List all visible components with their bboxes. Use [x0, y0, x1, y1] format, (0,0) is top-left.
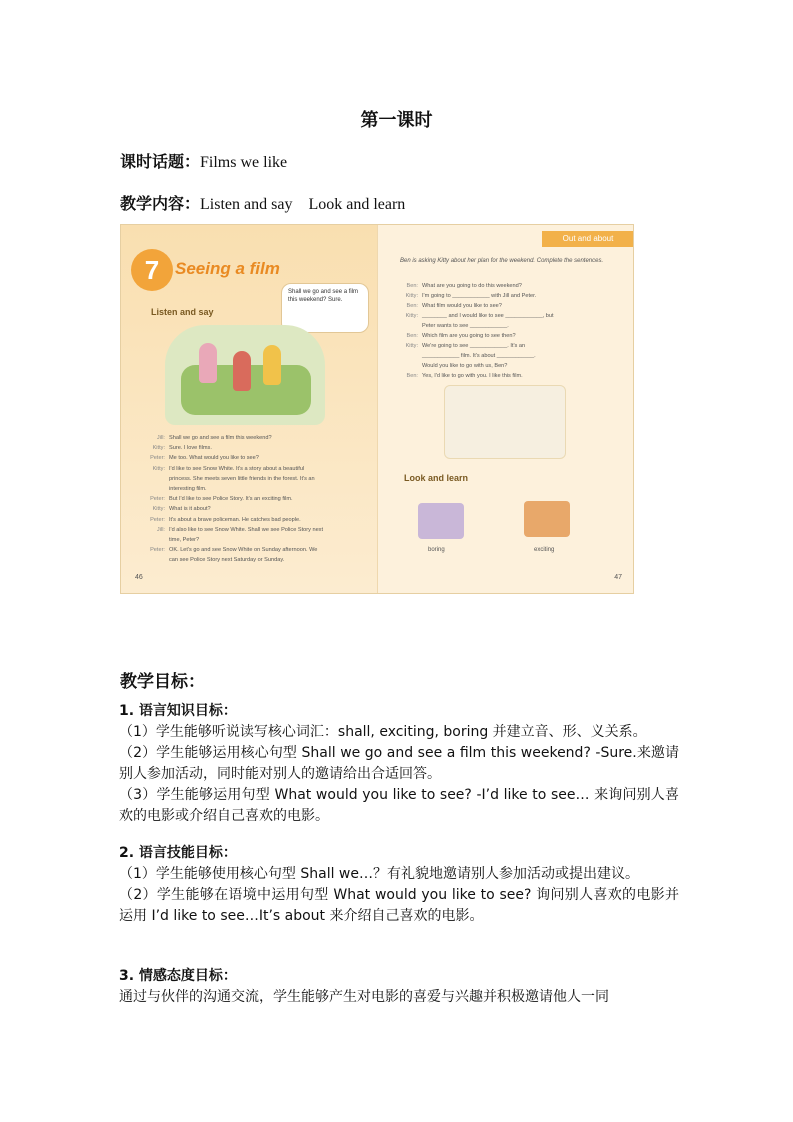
dialog-line: I'd like to see Snow White. It's a story about a beautiful: [169, 465, 305, 472]
dialog-row: [139, 474, 367, 484]
dialog-line: Shall we go and see a film this weekend?: [169, 435, 272, 441]
dialog-speaker: Jill:: [156, 435, 165, 441]
dialog-speaker: Kitty:: [152, 445, 165, 452]
dialog-speaker: Kitty:: [405, 313, 418, 319]
word-exciting: exciting: [534, 547, 555, 553]
kid-figure: [233, 351, 251, 391]
topic-value: Films we like: [200, 154, 288, 171]
dialog-row: [139, 535, 367, 545]
objective-item: （3）学生能够运用句型 What would you like to see? -I’d like to see… 来询问别人喜欢的电影或介绍自己喜欢的电影。: [119, 787, 679, 824]
out-and-about-ribbon: Out and about: [542, 231, 634, 247]
attitude-section: [119, 966, 679, 1008]
dialog-speaker: Jill:: [156, 526, 165, 533]
dialog-row: [390, 301, 626, 311]
textbook-right-page: [377, 225, 634, 593]
dialog-speaker: [139, 474, 169, 484]
dialog-line: Yes, I'd like to go with you. I like this film.: [422, 373, 523, 379]
listen-and-say-dialog: [139, 433, 367, 566]
dialog-row: [390, 371, 626, 381]
dialog-line: Sure. I love films.: [169, 445, 212, 452]
kitty-and-ben-illustration: [444, 385, 566, 459]
dialog-line: ____________ film. It's about ____________.: [422, 353, 536, 359]
exciting-picture: [524, 501, 570, 537]
dialog-row: [139, 433, 367, 443]
dialog-line: OK. Let's go and see Snow White on Sunday afternoon. We: [169, 547, 318, 554]
dialog-row: [139, 453, 367, 463]
dialog-speaker: Peter:: [150, 516, 165, 523]
dialog-speaker: Peter:: [150, 455, 165, 462]
dialog-speaker: Ben:: [406, 373, 418, 379]
dialog-row: [390, 351, 626, 361]
textbook-spread-image: [120, 224, 634, 594]
lesson-title: 第一课时: [360, 110, 433, 131]
dialog-line: We're going to see ____________. It's an: [422, 343, 526, 349]
fill-in-dialog: [390, 281, 626, 381]
dialog-line: Peter wants to see ____________.: [422, 323, 509, 329]
objective-item: （1）学生能够使用核心句型 Shall we…？有礼貌地邀请别人参加活动或提出建议。: [119, 866, 639, 882]
listen-and-say-label: Listen and say: [151, 307, 214, 317]
dialog-row: [139, 464, 367, 474]
dialog-row: [390, 321, 626, 331]
exercise-instruction: Ben is asking Kitty about her plan for the weekend. Complete the sentences.: [400, 258, 604, 264]
dialog-row: [139, 525, 367, 535]
language-knowledge-title: 1. 语言知识目标：: [119, 703, 237, 719]
dialog-speaker: Ben:: [406, 303, 418, 309]
dialog-line: Would you like to go with us, Ben?: [422, 363, 508, 369]
unit-title: Seeing a film: [175, 259, 280, 278]
lesson-content: [120, 191, 405, 214]
dialog-line: What are you going to do this weekend?: [422, 283, 522, 289]
dialog-speaker: [139, 555, 169, 565]
dialog-line: can see Police Story next Saturday or Sunday.: [169, 557, 285, 564]
dialog-line: Which film are you going to see then?: [422, 333, 516, 339]
page-number-left: 46: [135, 574, 143, 581]
dialog-speaker: [139, 535, 169, 545]
boring-picture: [418, 503, 464, 539]
unit-number-badge: 7: [131, 249, 173, 291]
dialog-row: [139, 545, 367, 555]
topic-label: 课时话题：: [120, 152, 201, 171]
dialog-line: I'd also like to see Snow White. Shall we see Police Story next: [169, 526, 324, 533]
dialog-line: But I'd like to see Police Story. It's an exciting film.: [169, 496, 293, 503]
dialog-line: I'm going to ____________ with Jill and Peter.: [422, 293, 537, 299]
dialog-speaker: [390, 361, 422, 371]
dialog-line: Me too. What would you like to see?: [169, 455, 259, 462]
objective-item: （2）学生能够在语境中运用句型 What would you like to see? 询问别人喜欢的电影并运用 I’d like to see…It’s about 来介绍自己喜欢的电影。: [119, 887, 679, 924]
objectives-heading: 教学目标：: [120, 672, 205, 692]
dialog-speaker: Kitty:: [152, 506, 165, 513]
dialog-row: [139, 443, 367, 453]
dialog-row: [139, 555, 367, 565]
dialog-row: [390, 291, 626, 301]
kid-figure: [263, 345, 281, 385]
attitude-title: 3. 情感态度目标：: [119, 968, 237, 984]
dialog-speaker: Kitty:: [405, 293, 418, 299]
dialog-speaker: Ben:: [406, 333, 418, 339]
speech-bubble: Shall we go and see a film this weekend? Sure.: [281, 283, 369, 333]
dialog-speaker: Peter:: [150, 547, 165, 554]
dialog-line: princess. She meets seven little friends in the forest. It's an: [169, 475, 315, 482]
objective-item: （1）学生能够听说读写核心词汇：shall, exciting, boring 并建立音、形、义关系。: [119, 724, 647, 740]
dialog-line: time, Peter?: [169, 537, 200, 544]
dialog-row: [139, 515, 367, 525]
dialog-row: [139, 494, 367, 504]
dialog-speaker: [139, 484, 169, 494]
dialog-speaker: [390, 321, 422, 331]
dialog-speaker: Kitty:: [405, 343, 418, 349]
kid-figure: [199, 343, 217, 383]
dialog-line: interesting film.: [169, 486, 207, 493]
objective-item: （2）学生能够运用核心句型 Shall we go and see a film this weekend? -Sure.来邀请别人参加活动，同时能对别人的邀请给出合适回答。: [119, 745, 679, 782]
language-skills-section: [119, 843, 679, 927]
lesson-topic: [120, 149, 287, 172]
dialog-row: [390, 341, 626, 351]
dialog-row: [139, 484, 367, 494]
page-number-right: 47: [614, 574, 622, 581]
textbook-left-page: [121, 225, 377, 593]
attitude-text: 通过与伙伴的沟通交流，学生能够产生对电影的喜爱与兴趣并积极邀请他人一同: [119, 989, 609, 1005]
content-value: Listen and say Look and learn: [200, 196, 406, 213]
language-knowledge-section: [119, 701, 679, 827]
dialog-line: What film would you like to see?: [422, 303, 502, 309]
dialog-speaker: Peter:: [150, 496, 165, 503]
dialog-speaker: Ben:: [406, 283, 418, 289]
dialog-row: [139, 504, 367, 514]
content-label: 教学内容：: [120, 194, 201, 213]
dialog-line: What is it about?: [169, 506, 211, 513]
look-and-learn-label: Look and learn: [404, 473, 469, 483]
language-skills-title: 2. 语言技能目标：: [119, 845, 237, 861]
dialog-row: [390, 311, 626, 321]
dialog-speaker: [390, 351, 422, 361]
dialog-row: [390, 281, 626, 291]
word-boring: boring: [428, 547, 445, 553]
dialog-line: ________ and I would like to see ____________, but: [422, 313, 554, 319]
dialog-line: It's about a brave policeman. He catches bad people.: [169, 516, 301, 523]
dialog-speaker: Kitty:: [152, 465, 165, 472]
dialog-row: [390, 361, 626, 371]
dialog-row: [390, 331, 626, 341]
